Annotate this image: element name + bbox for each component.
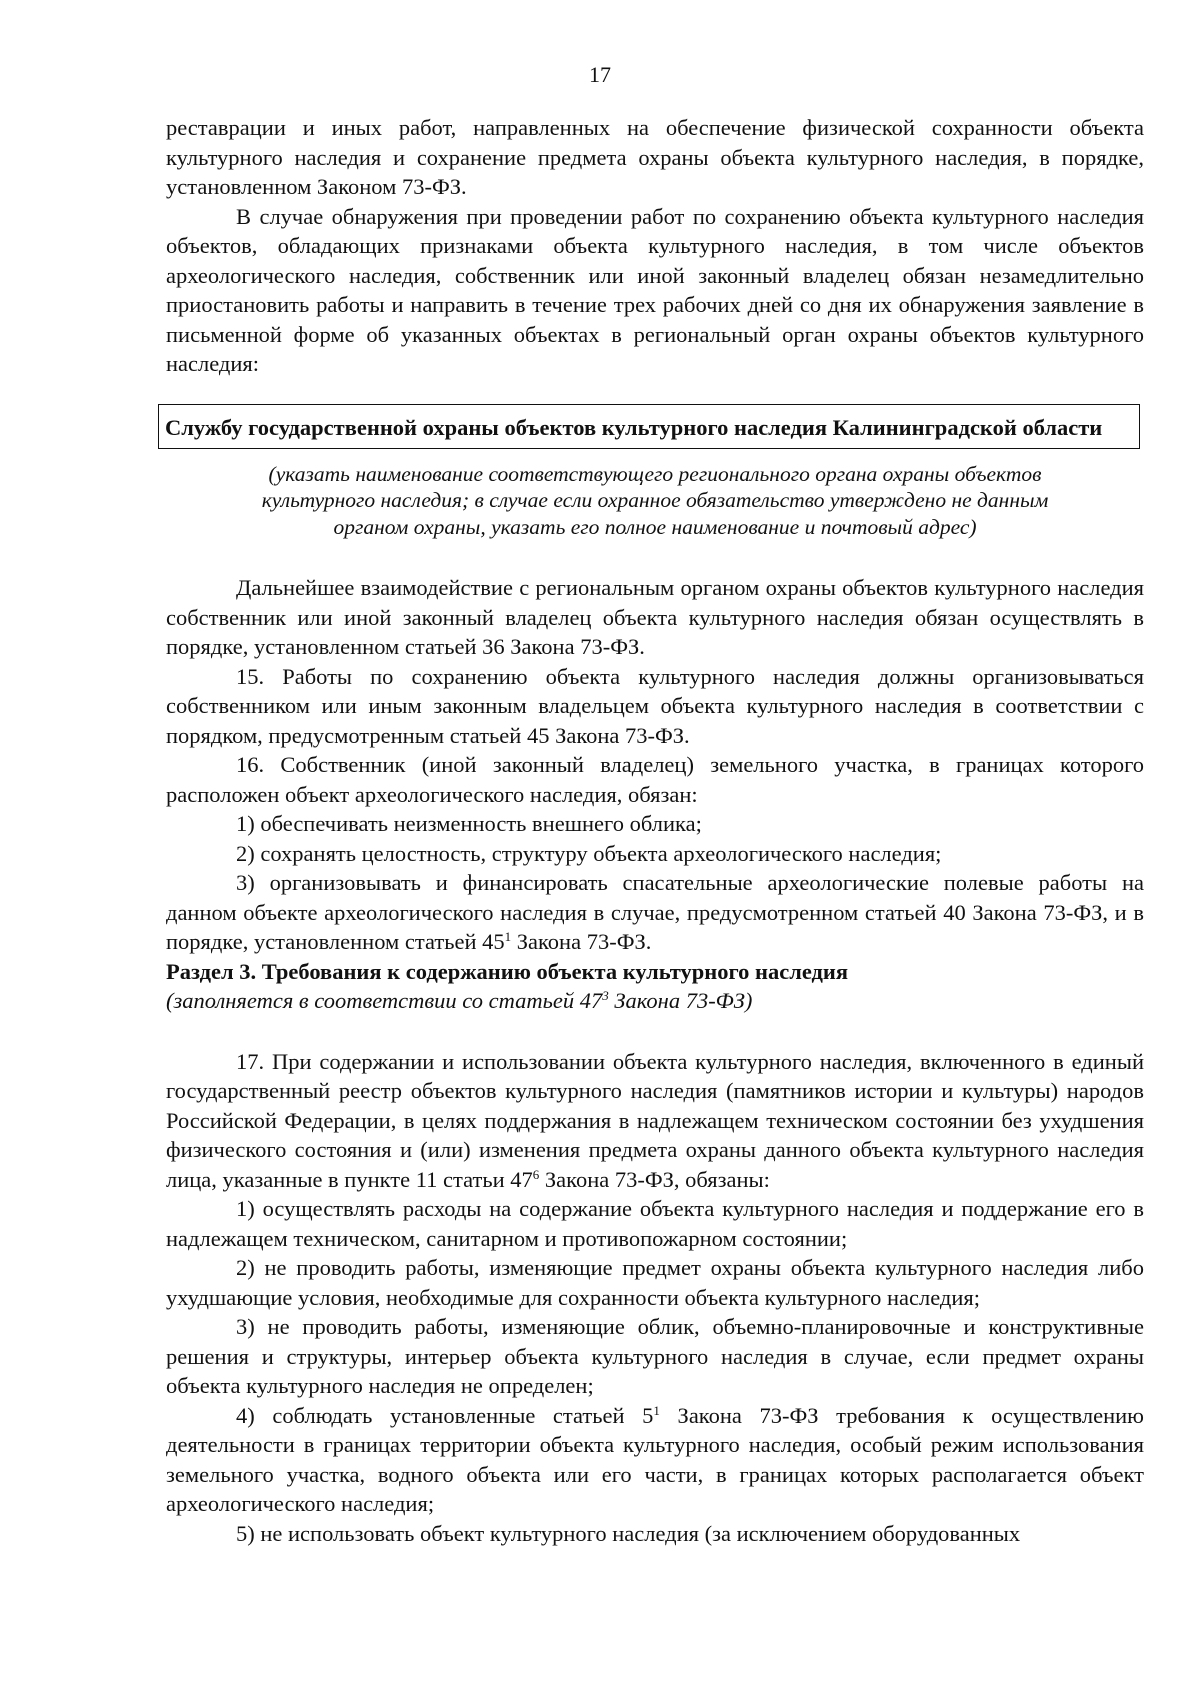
section-3-subtitle: (заполняется в соответствии со статьей $47^3$ Закона 73-ФЗ) <box>166 988 753 1013</box>
authority-hint-line: (указать наименование соответствующего регионального органа охраны объектов <box>268 461 1042 486</box>
item-16-sub2: 2) сохранять целостность, структуру объекта археологического наследия; <box>236 840 942 866</box>
item-17-sub2: 2) не проводить работы, изменяющие предмет охраны объекта культурного наследия либо ухудшающие условия, необходимые для сохранности объекта культурного наследия; <box>166 1255 1144 1310</box>
item-17-sub5: 5) не использовать объект культурного наследия (за исключением оборудованных <box>236 1520 1021 1546</box>
intro-paragraph: реставрации и иных работ, направленных на обеспечение физической сохранности объекта культурного наследия и сохранение предмета охраны объекта культурного наследия, в порядке, установленном Законом 73-ФЗ. <box>166 115 1144 199</box>
authority-hint <box>166 461 1144 541</box>
item-16-sub3: 3) организовывать и финансировать спасательные археологические полевые работы на данном объекте археологического наследия в случае, предусмотренном статьей 40 Закона 73-ФЗ, и в порядке, установленном статьей $45^1$ Закона 73-ФЗ. <box>166 870 1144 954</box>
item-16-intro: 16. Собственник (иной законный владелец) земельного участка, в границах которого расположен объект археологического наследия, обязан: <box>166 752 1144 807</box>
item-15: 15. Работы по сохранению объекта культурного наследия должны организовываться собственником или иным законным владельцем объекта культурного наследия в соответствии с порядком, предусмотренным статьей 45 Закона 73-ФЗ. <box>166 663 1144 748</box>
authority-box: Службу государственной охраны объектов культурного наследия Калининградской области <box>158 404 1140 449</box>
section-3-title: Раздел 3. Требования к содержанию объекта культурного наследия <box>166 958 849 984</box>
interaction-paragraph: Дальнейшее взаимодействие с региональным органом охраны объектов культурного наследия собственник или иной законный владелец объекта культурного наследия обязан осуществлять в порядке, установленном статьей 36 Закона 73-ФЗ. <box>166 575 1144 659</box>
item-17-intro: 17. При содержании и использовании объекта культурного наследия, включенного в единый государственный реестр объектов культурного наследия (памятников истории и культуры) народов Российской Федерации, в целях поддержания в надлежащем техническом состоянии без ухудшения физического состояния и (или) изменения предмета охраны данного объекта культурного наследия лица, указанные в пункте 11 статьи $47^6$ Закона 73-ФЗ, обязаны: <box>166 1048 1144 1192</box>
discovery-paragraph: В случае обнаружения при проведении работ по сохранению объекта культурного наследия объектов, обладающих признаками объекта культурного наследия, в том числе объектов археологического наследия, собственник или иной законный владелец обязан незамедлительно приостановить работы и направить в течение трех рабочих дней со дня их обнаружения заявление в письменной форме об указанных объектах в региональный орган охраны объектов культурного наследия: <box>166 203 1144 376</box>
item-17-sub4: 4) соблюдать установленные статьей $5^1$ Закона 73-ФЗ требования к осуществлению деятельности в границах территории объекта культурного наследия, особый режим использования земельного участка, водного объекта или его части, в границах которых располагается объект археологического наследия; <box>166 1402 1144 1516</box>
item-17-sub3: 3) не проводить работы, изменяющие облик, объемно-планировочные и конструктивные решения и структуры, интерьер объекта культурного наследия в случае, если предмет охраны объекта культурного наследия не определен; <box>166 1314 1144 1398</box>
authority-hint-line: культурного наследия; в случае если охранное обязательство утверждено не данным <box>261 488 1049 512</box>
authority-hint-line: органом охраны, указать его полное наименование и почтовый адрес) <box>333 514 977 539</box>
item-16-sub1: 1) обеспечивать неизменность внешнего облика; <box>236 811 702 836</box>
item-17-sub1: 1) осуществлять расходы на содержание объекта культурного наследия и поддержание его в надлежащем техническом, санитарном и противопожарном состоянии; <box>166 1196 1144 1251</box>
document-body <box>166 113 1144 1548</box>
page-number: 17 <box>589 62 611 87</box>
